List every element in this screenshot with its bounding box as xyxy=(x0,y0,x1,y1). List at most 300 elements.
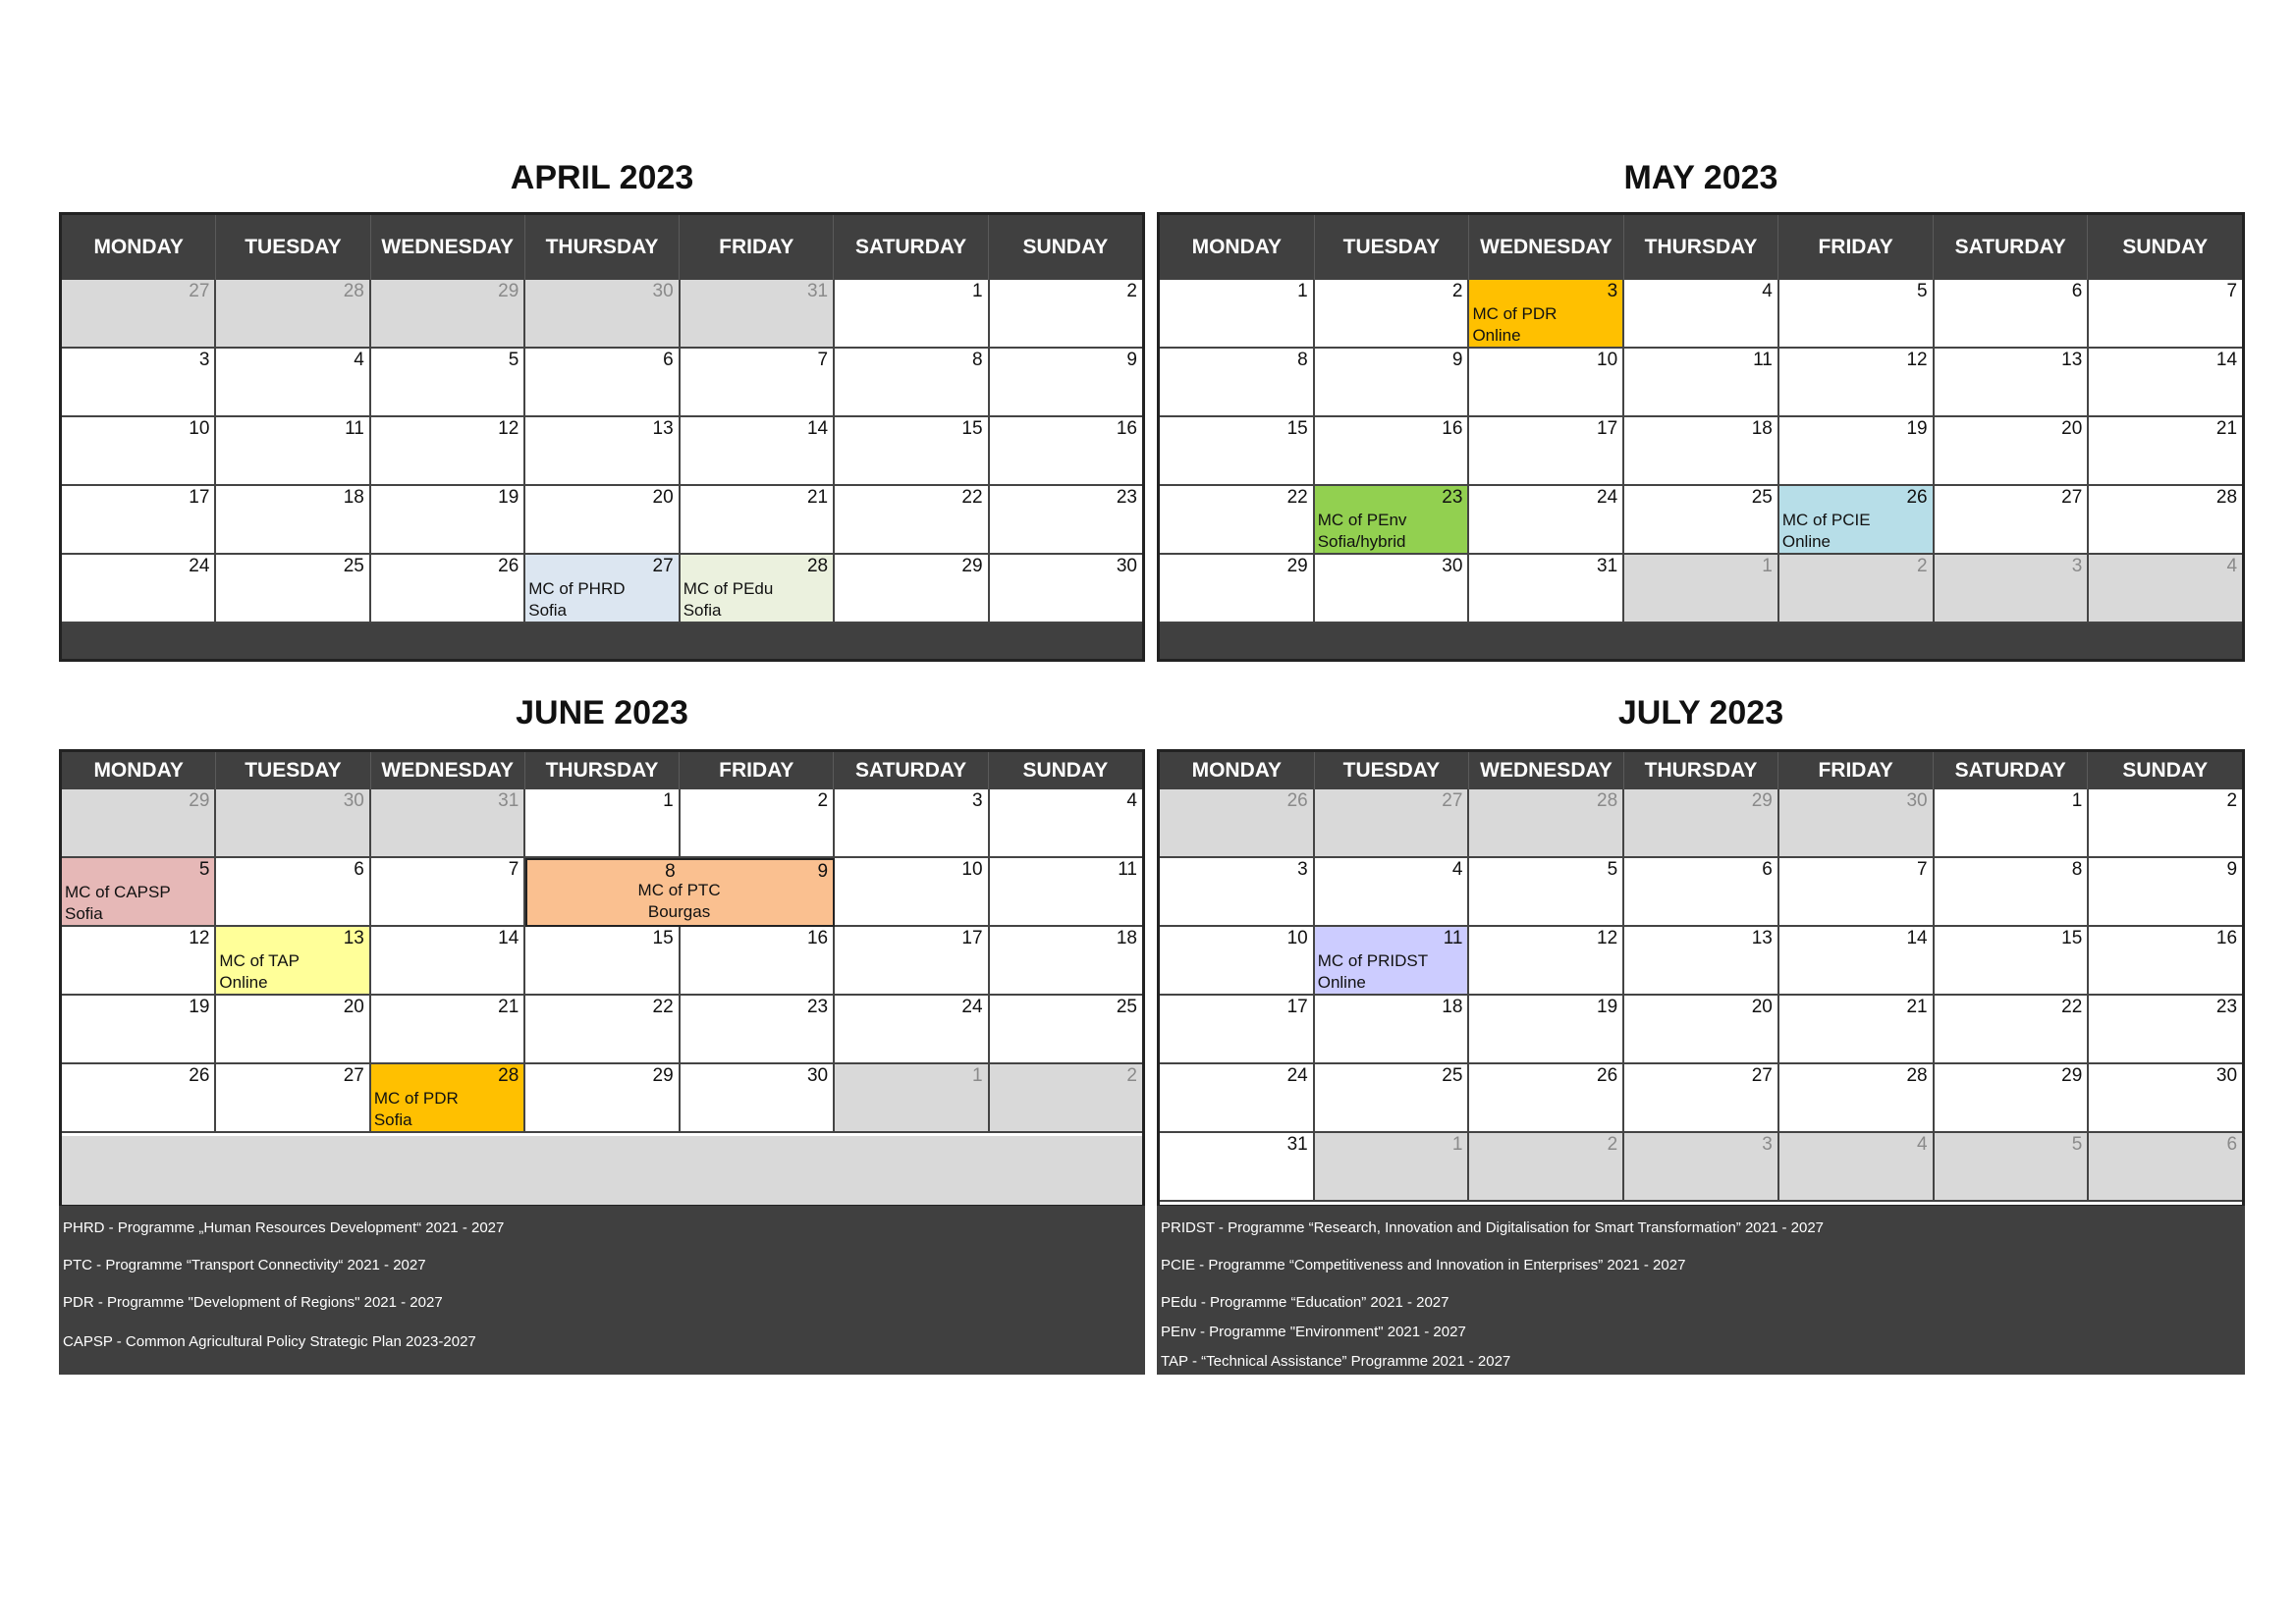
day-cell[interactable] xyxy=(1624,1133,1779,1202)
day-number: 26 xyxy=(189,1065,210,1086)
day-number: 4 xyxy=(1917,1134,1928,1155)
day-cell-event[interactable] xyxy=(1315,486,1470,555)
day-number: 22 xyxy=(1286,487,1308,508)
day-cell[interactable] xyxy=(2089,417,2242,486)
day-cell[interactable] xyxy=(2089,996,2242,1064)
day-cell[interactable] xyxy=(62,349,216,417)
day-cell[interactable] xyxy=(1624,417,1779,486)
day-number: 22 xyxy=(961,487,983,508)
day-number: 24 xyxy=(1286,1065,1308,1086)
week-row xyxy=(1160,1133,2242,1202)
legend-item: PHRD - Programme „Human Resources Development“ 2021 - 2027 xyxy=(63,1219,505,1236)
day-cell[interactable] xyxy=(371,996,525,1064)
day-cell[interactable] xyxy=(2089,486,2242,555)
day-number: 6 xyxy=(663,350,674,370)
day-cell[interactable] xyxy=(990,486,1142,555)
day-cell[interactable] xyxy=(835,927,989,996)
day-cell[interactable] xyxy=(525,417,680,486)
day-number: 23 xyxy=(1442,487,1463,508)
day-number: 11 xyxy=(1118,859,1137,880)
day-cell[interactable] xyxy=(371,858,525,927)
day-number: 19 xyxy=(1906,418,1928,439)
day-cell[interactable] xyxy=(1779,349,1935,417)
day-cell[interactable] xyxy=(1624,555,1779,623)
day-number: 23 xyxy=(1116,487,1137,508)
day-cell[interactable] xyxy=(62,417,216,486)
day-number: 16 xyxy=(806,928,829,948)
weekday-sunday: SUNDAY xyxy=(1022,759,1109,782)
day-cell[interactable] xyxy=(1624,349,1779,417)
week-row xyxy=(62,789,1142,858)
day-number: 2 xyxy=(2226,790,2238,811)
event-location: Online xyxy=(219,973,268,992)
day-cell[interactable] xyxy=(371,280,525,349)
day-number: 29 xyxy=(652,1065,674,1086)
day-number: 19 xyxy=(189,997,210,1017)
day-number: 27 xyxy=(652,556,674,576)
month-april xyxy=(59,157,1145,668)
day-cell[interactable] xyxy=(1469,1064,1624,1133)
day-number: 30 xyxy=(1906,790,1928,811)
day-cell-event[interactable] xyxy=(1469,280,1624,349)
weekday-thursday: THURSDAY xyxy=(525,752,680,789)
day-cell[interactable] xyxy=(1160,349,1315,417)
day-number: 5 xyxy=(1917,281,1928,301)
day-cell[interactable] xyxy=(990,927,1142,996)
day-cell[interactable] xyxy=(681,789,835,858)
day-number: 18 xyxy=(1442,997,1463,1017)
day-cell[interactable] xyxy=(1624,927,1779,996)
weekday-friday: FRIDAY xyxy=(1778,215,1934,280)
day-cell[interactable] xyxy=(1160,858,1315,927)
day-cell[interactable] xyxy=(525,486,680,555)
month-may xyxy=(1157,157,2245,668)
day-cell[interactable] xyxy=(216,555,370,623)
week-row xyxy=(62,555,1142,623)
calendar-grid xyxy=(1157,212,2245,662)
day-number: 17 xyxy=(961,928,983,948)
day-cell[interactable] xyxy=(2089,1064,2242,1133)
event-label[interactable] xyxy=(1318,510,1407,553)
day-number: 7 xyxy=(1917,859,1928,880)
day-number: 15 xyxy=(652,928,674,948)
day-cell-event[interactable] xyxy=(62,858,216,927)
day-cell[interactable] xyxy=(681,349,835,417)
day-cell[interactable] xyxy=(990,417,1142,486)
day-number: 15 xyxy=(961,418,983,439)
event-label[interactable] xyxy=(219,950,300,994)
legend-item: PDR - Programme "Development of Regions" 2021 - 2027 xyxy=(63,1294,443,1311)
day-cell[interactable] xyxy=(1469,789,1624,858)
day-cell[interactable] xyxy=(371,555,525,623)
day-cell[interactable] xyxy=(835,555,989,623)
day-number: 13 xyxy=(343,928,364,948)
day-cell[interactable] xyxy=(681,417,835,486)
day-cell[interactable] xyxy=(1160,996,1315,1064)
week-row xyxy=(1160,417,2242,486)
day-cell[interactable] xyxy=(1315,555,1470,623)
day-cell[interactable] xyxy=(1935,555,2090,623)
day-cell[interactable] xyxy=(2089,555,2242,623)
legend-right xyxy=(1157,1206,2245,1375)
day-number: 17 xyxy=(1286,997,1308,1017)
week-row xyxy=(62,1064,1142,1133)
week-row xyxy=(1160,486,2242,555)
event-location: Sofia xyxy=(65,904,103,923)
day-cell[interactable] xyxy=(1935,1064,2090,1133)
day-number: 26 xyxy=(498,556,519,576)
day-number: 4 xyxy=(1126,790,1137,811)
event-location: Sofia xyxy=(528,601,568,620)
month-title: JUNE 2023 xyxy=(516,694,688,731)
day-cell[interactable] xyxy=(681,486,835,555)
day-cell[interactable] xyxy=(1935,349,2090,417)
day-cell[interactable] xyxy=(681,996,835,1064)
day-number: 1 xyxy=(1451,1134,1463,1155)
day-number: 13 xyxy=(652,418,674,439)
month-june xyxy=(59,692,1145,1208)
day-cell[interactable] xyxy=(525,996,680,1064)
day-cell[interactable] xyxy=(371,927,525,996)
calendar-grid xyxy=(1157,749,2245,1208)
event-label[interactable] xyxy=(65,882,171,925)
day-cell[interactable] xyxy=(2089,280,2242,349)
day-cell-event[interactable] xyxy=(371,1064,525,1133)
day-number: 8 xyxy=(1297,350,1308,370)
day-number: 19 xyxy=(498,487,519,508)
day-number: 26 xyxy=(1597,1065,1618,1086)
week-row xyxy=(62,349,1142,417)
day-cell-event[interactable] xyxy=(1779,486,1935,555)
day-number: 7 xyxy=(2226,281,2238,301)
event-title: MC of TAP xyxy=(219,951,300,970)
day-cell-event[interactable] xyxy=(216,927,370,996)
day-cell[interactable] xyxy=(1935,417,2090,486)
day-number: 17 xyxy=(189,487,210,508)
day-number: 9 xyxy=(817,861,829,882)
day-cell[interactable] xyxy=(1779,280,1935,349)
day-cell[interactable] xyxy=(62,280,216,349)
day-cell[interactable] xyxy=(1779,858,1935,927)
day-cell[interactable] xyxy=(525,349,680,417)
day-cell[interactable] xyxy=(1160,789,1315,858)
day-cell[interactable] xyxy=(835,858,989,927)
day-cell[interactable] xyxy=(1469,555,1624,623)
day-number: 7 xyxy=(508,859,519,880)
day-cell[interactable] xyxy=(835,486,989,555)
day-cell[interactable] xyxy=(1160,417,1315,486)
event-title: MC of PDR xyxy=(373,1089,459,1108)
day-cell[interactable] xyxy=(1624,280,1779,349)
day-cell[interactable] xyxy=(2089,349,2242,417)
day-cell[interactable] xyxy=(1315,280,1470,349)
day-cell[interactable] xyxy=(1624,1064,1779,1133)
day-number: 25 xyxy=(343,556,364,576)
weekday-tuesday: TUESDAY xyxy=(1315,752,1470,789)
week-row xyxy=(1160,349,2242,417)
day-number: 24 xyxy=(1597,487,1618,508)
weekday-sunday: SUNDAY xyxy=(1022,236,1109,258)
event-label[interactable] xyxy=(1318,950,1428,994)
day-cell[interactable] xyxy=(2089,789,2242,858)
legend-item: PRIDST - Programme “Research, Innovation and Digitalisation for Smart Transformation” 2021 - 2027 xyxy=(1161,1219,1825,1236)
event-location: Online xyxy=(1781,532,1831,551)
month-july xyxy=(1157,692,2245,1208)
day-number: 3 xyxy=(1297,859,1308,880)
day-cell[interactable] xyxy=(525,927,680,996)
day-number: 7 xyxy=(817,350,829,370)
day-cell[interactable] xyxy=(1469,927,1624,996)
day-cell[interactable] xyxy=(1160,927,1315,996)
legend-item: TAP - “Technical Assistance” Programme 2021 - 2027 xyxy=(1161,1353,1511,1370)
month-title: APRIL 2023 xyxy=(510,159,694,196)
event-label[interactable] xyxy=(683,578,774,622)
day-number: 19 xyxy=(1597,997,1618,1017)
day-cell[interactable] xyxy=(1160,280,1315,349)
day-cell[interactable] xyxy=(216,417,370,486)
day-cell[interactable] xyxy=(835,1064,989,1133)
event-label[interactable] xyxy=(1472,303,1557,347)
day-cell[interactable] xyxy=(371,417,525,486)
day-cell[interactable] xyxy=(835,349,989,417)
event-title: MC of PTC xyxy=(637,881,721,899)
day-cell[interactable] xyxy=(1779,996,1935,1064)
day-cell[interactable] xyxy=(62,927,216,996)
event-label[interactable] xyxy=(374,1088,459,1131)
day-number: 4 xyxy=(354,350,364,370)
day-cell[interactable] xyxy=(990,280,1142,349)
day-cell[interactable] xyxy=(62,555,216,623)
day-number: 31 xyxy=(1597,556,1618,576)
day-number: 10 xyxy=(961,859,983,880)
weekday-monday: MONDAY xyxy=(1160,752,1315,789)
day-number: 21 xyxy=(806,487,829,508)
day-cell[interactable] xyxy=(1315,417,1470,486)
day-cell[interactable] xyxy=(835,996,989,1064)
day-cell[interactable] xyxy=(2089,927,2242,996)
day-cell[interactable] xyxy=(1935,486,2090,555)
day-number: 8 xyxy=(2071,859,2083,880)
day-cell[interactable] xyxy=(62,486,216,555)
day-number: 29 xyxy=(498,281,519,301)
weekday-monday: MONDAY xyxy=(62,215,216,280)
weekday-thursday: THURSDAY xyxy=(1624,215,1779,280)
calendar-footer-bar xyxy=(62,623,1142,659)
day-number: 14 xyxy=(806,418,829,439)
day-cell[interactable] xyxy=(1935,858,2090,927)
day-number: 6 xyxy=(2071,281,2083,301)
weekday-sunday: SUNDAY xyxy=(2122,759,2209,782)
day-number: 1 xyxy=(1297,281,1308,301)
week-row xyxy=(1160,927,2242,996)
day-cell[interactable] xyxy=(371,486,525,555)
day-cell[interactable] xyxy=(2089,1133,2242,1202)
day-cell[interactable] xyxy=(1160,555,1315,623)
event-label[interactable] xyxy=(528,578,625,622)
day-cell[interactable] xyxy=(216,280,370,349)
day-cell[interactable] xyxy=(990,858,1142,927)
day-number: 16 xyxy=(1442,418,1463,439)
day-number: 6 xyxy=(354,859,364,880)
day-number: 4 xyxy=(1762,281,1773,301)
weekday-saturday: SATURDAY xyxy=(834,215,988,280)
day-cell[interactable] xyxy=(1315,996,1470,1064)
day-cell[interactable] xyxy=(1469,486,1624,555)
day-cell[interactable] xyxy=(1779,927,1935,996)
day-cell[interactable] xyxy=(1935,1133,2090,1202)
legend-item: PTC - Programme “Transport Connectivity“ 2021 - 2027 xyxy=(63,1257,426,1273)
day-cell[interactable] xyxy=(1315,349,1470,417)
day-cell[interactable] xyxy=(216,789,370,858)
event-label-ptc[interactable] xyxy=(524,880,833,923)
day-cell[interactable] xyxy=(1160,486,1315,555)
day-cell[interactable] xyxy=(1315,1133,1470,1202)
day-cell[interactable] xyxy=(990,996,1142,1064)
day-number: 22 xyxy=(652,997,674,1017)
day-cell[interactable] xyxy=(1935,927,2090,996)
day-cell[interactable] xyxy=(1935,280,2090,349)
day-cell[interactable] xyxy=(216,858,370,927)
day-cell[interactable] xyxy=(371,789,525,858)
day-cell[interactable] xyxy=(1315,789,1470,858)
day-cell-event[interactable] xyxy=(525,555,680,623)
day-cell[interactable] xyxy=(990,1064,1142,1133)
day-number: 2 xyxy=(1451,281,1463,301)
day-cell[interactable] xyxy=(1624,996,1779,1064)
event-label[interactable] xyxy=(1782,510,1871,553)
weekday-friday: FRIDAY xyxy=(1778,752,1934,789)
day-cell[interactable] xyxy=(371,349,525,417)
day-cell[interactable] xyxy=(1469,1133,1624,1202)
day-cell[interactable] xyxy=(681,927,835,996)
day-number: 20 xyxy=(2061,418,2083,439)
day-number: 28 xyxy=(806,556,829,576)
day-cell[interactable] xyxy=(216,349,370,417)
day-number: 12 xyxy=(189,928,210,948)
day-number: 29 xyxy=(961,556,983,576)
day-number: 12 xyxy=(1597,928,1618,948)
day-cell-event[interactable] xyxy=(1315,927,1470,996)
day-number: 30 xyxy=(1116,556,1137,576)
day-number: 28 xyxy=(2215,487,2238,508)
day-number: 10 xyxy=(1286,928,1308,948)
day-cell[interactable] xyxy=(990,555,1142,623)
day-number: 27 xyxy=(1442,790,1463,811)
day-number: 20 xyxy=(652,487,674,508)
day-cell[interactable] xyxy=(1624,858,1779,927)
day-number: 29 xyxy=(1751,790,1773,811)
weekday-tuesday: TUESDAY xyxy=(216,215,370,280)
day-cell[interactable] xyxy=(1779,417,1935,486)
day-number: 26 xyxy=(1286,790,1308,811)
day-number: 27 xyxy=(189,281,210,301)
day-number: 11 xyxy=(1443,928,1463,948)
weekday-saturday: SATURDAY xyxy=(834,752,988,789)
day-number: 23 xyxy=(806,997,829,1017)
day-number: 15 xyxy=(2061,928,2083,948)
day-cell[interactable] xyxy=(1779,1064,1935,1133)
day-number: 3 xyxy=(1607,281,1618,301)
day-number: 18 xyxy=(1751,418,1773,439)
day-cell[interactable] xyxy=(1315,1064,1470,1133)
week-row xyxy=(1160,555,2242,623)
day-cell[interactable] xyxy=(1624,789,1779,858)
day-cell[interactable] xyxy=(1315,858,1470,927)
day-cell[interactable] xyxy=(62,789,216,858)
day-cell[interactable] xyxy=(1469,996,1624,1064)
day-cell[interactable] xyxy=(525,789,680,858)
day-number: 4 xyxy=(2226,556,2238,576)
day-number: 20 xyxy=(1751,997,1773,1017)
day-cell[interactable] xyxy=(1779,1133,1935,1202)
day-cell[interactable] xyxy=(216,996,370,1064)
day-cell[interactable] xyxy=(2089,858,2242,927)
day-cell[interactable] xyxy=(1160,1133,1315,1202)
day-cell[interactable] xyxy=(1779,789,1935,858)
day-cell[interactable] xyxy=(1469,417,1624,486)
day-number: 14 xyxy=(498,928,519,948)
day-cell[interactable] xyxy=(1469,858,1624,927)
day-cell[interactable] xyxy=(62,1064,216,1133)
day-cell[interactable] xyxy=(990,789,1142,858)
week-row xyxy=(62,417,1142,486)
day-number: 8 xyxy=(665,861,676,882)
day-number: 20 xyxy=(343,997,364,1017)
day-cell[interactable] xyxy=(62,996,216,1064)
event-location: Online xyxy=(1317,973,1366,992)
day-cell[interactable] xyxy=(1624,486,1779,555)
week-row xyxy=(62,280,1142,349)
day-number: 21 xyxy=(498,997,519,1017)
day-cell[interactable] xyxy=(1469,349,1624,417)
week-row xyxy=(1160,1064,2242,1133)
month-title: JULY 2023 xyxy=(1617,694,1784,731)
day-number: 11 xyxy=(1753,350,1773,370)
day-cell-event[interactable] xyxy=(681,555,835,623)
day-cell[interactable] xyxy=(525,1064,680,1133)
day-cell[interactable] xyxy=(990,349,1142,417)
day-number: 25 xyxy=(1751,487,1773,508)
day-number: 2 xyxy=(817,790,829,811)
day-cell[interactable] xyxy=(1935,789,2090,858)
weekday-header xyxy=(62,752,1142,789)
day-cell[interactable] xyxy=(681,1064,835,1133)
event-location: Sofia/hybrid xyxy=(1317,532,1406,551)
day-cell[interactable] xyxy=(835,280,989,349)
day-number: 1 xyxy=(971,281,983,301)
day-number: 29 xyxy=(2061,1065,2083,1086)
day-cell[interactable] xyxy=(525,280,680,349)
event-location: Sofia xyxy=(373,1110,412,1129)
day-cell[interactable] xyxy=(216,1064,370,1133)
weekday-saturday: SATURDAY xyxy=(1934,752,2089,789)
day-number: 16 xyxy=(1116,418,1137,439)
day-cell[interactable] xyxy=(835,417,989,486)
day-cell[interactable] xyxy=(1160,1064,1315,1133)
day-cell[interactable] xyxy=(216,486,370,555)
week-row xyxy=(62,486,1142,555)
calendar-footer-bar xyxy=(62,1136,1142,1205)
weekday-wednesday: WEDNESDAY xyxy=(1469,215,1624,280)
day-cell[interactable] xyxy=(1935,996,2090,1064)
day-cell[interactable] xyxy=(1779,555,1935,623)
day-cell[interactable] xyxy=(835,789,989,858)
calendar-footer-bar xyxy=(1160,623,2242,659)
day-number: 3 xyxy=(2071,556,2083,576)
day-cell[interactable] xyxy=(681,280,835,349)
event-location: Bourgas xyxy=(647,902,711,921)
weekday-monday: MONDAY xyxy=(1160,215,1315,280)
